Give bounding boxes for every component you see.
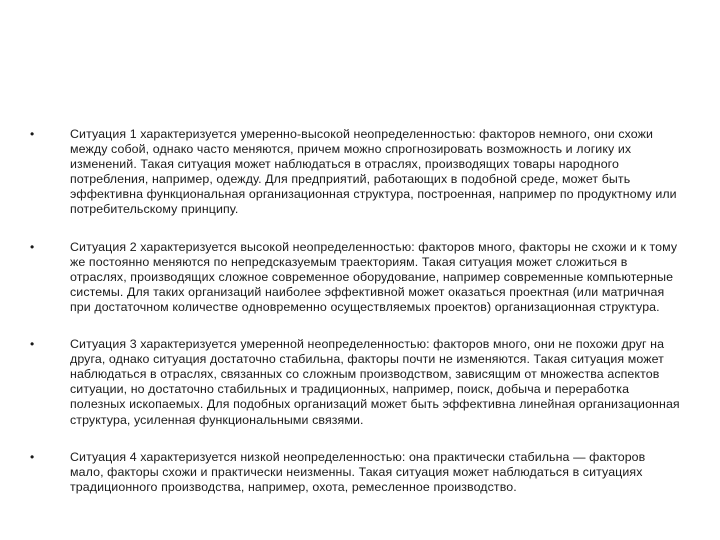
list-item-text: Ситуация 3 характеризуется умеренной неопределенностью: факторов много, они не похожи друг на друга, однако ситуация достаточно стабильна, факторы почти не изменяются. Такая ситуация может наблюдаться в отраслях, связанных со сложным производством, зависящим от множества аспектов ситуации, но достаточно стабильных и традиционных, например, поиск, добыча и переработка полезных ископаемых. Для подобных организаций может быть эффективна линейная организационная структура, усиленная функциональными связями. — [70, 337, 680, 427]
list-item-situation-1 — [30, 127, 680, 218]
list-item-situation-2 — [30, 240, 680, 315]
list-item-text: Ситуация 1 характеризуется умеренно-высокой неопределенностью: факторов немного, они схожи между собой, однако часто меняются, причем можно спрогнозировать возможность и логику их изменений. Такая ситуация может наблюдаться в отраслях, производящих товары народного потребления, например, одежду. Для предприятий, работающих в подобной среде, может быть эффективна функциональная организационная структура, построенная, например по продуктному или потребительскому принципу. — [70, 127, 677, 217]
bullet-icon: • — [30, 449, 35, 464]
list-item-text: Ситуация 4 характеризуется низкой неопределенностью: она практически стабильна — факторов мало, факторы схожи и практически неизменны. Такая ситуация может наблюдаться в ситуациях традиционного производства, например, охота, ремесленное производство. — [70, 449, 646, 494]
bullet-icon: • — [30, 239, 35, 254]
bullet-list — [30, 127, 680, 517]
bullet-icon: • — [30, 127, 35, 141]
list-item-situation-3 — [30, 337, 680, 428]
list-item-text: Ситуация 2 характеризуется высокой неопределенностью: факторов много, факторы не схожи и к тому же постоянно меняются по непредсказуемым траекториям. Такая ситуация может сложиться в отраслях, производящих сложное современное оборудование, например современные компьютерные системы. Для таких организаций наиболее эффективной может оказаться проектная (или матричная при достаточном количестве одновременно осуществляемых проектов) организационная структура. — [70, 239, 678, 314]
list-item-situation-4 — [30, 450, 680, 495]
bullet-icon: • — [30, 337, 35, 352]
